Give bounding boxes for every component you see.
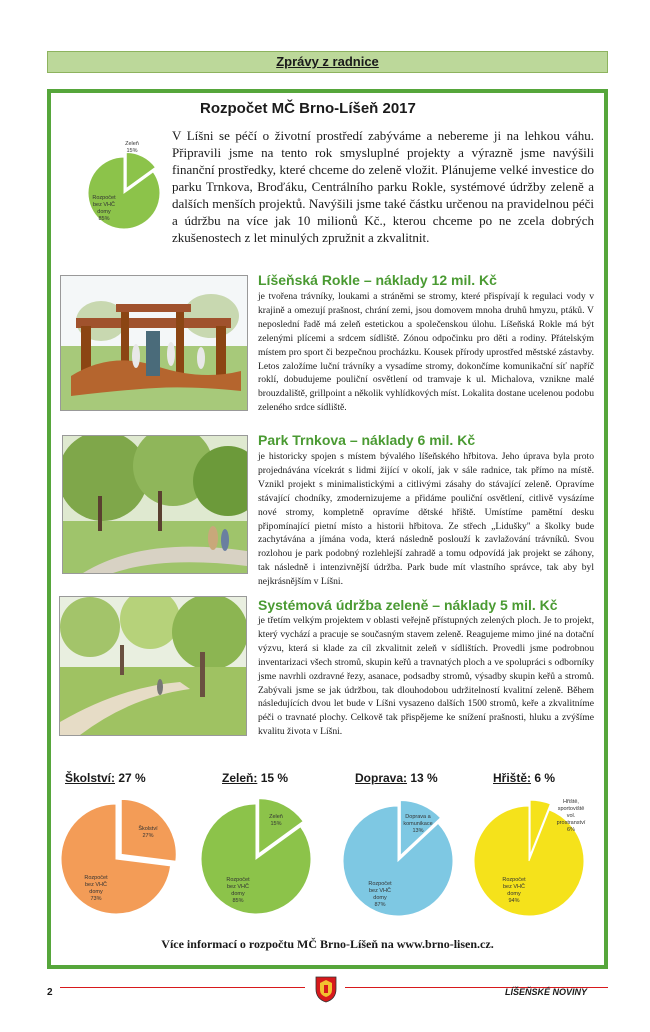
pie-zelen-label xyxy=(222,771,288,785)
pie-doprava-rest-label-1: Rozpočet xyxy=(368,881,392,887)
pie-skolstvi-rest-label-1: Rozpočet xyxy=(84,875,108,881)
pie-skolstvi-slice-label: Školství xyxy=(138,826,158,832)
pie-zelen-slices xyxy=(201,799,311,914)
pie-doprava-slice-pct: 13% xyxy=(412,828,424,834)
pie-hriste-rest-label-1: Rozpočet xyxy=(502,877,526,883)
section-rokle-text: je tvořena trávníky, loukami a stráněmi se stromy, které přispívají k regulaci vody v krajině a omezují prašnost, chrání zemi, jsou domovem mnoha druhů hmyzu, ptáků. V neposlední řadě má zeleň estetickou a společenskou úlohu. Líšeňská Rokle má být zelenými plícemi a srdcem sídliště. Zónou odpočinku pro děti a rodiny. Přátelským místem pro sport či bezpečnou procházku. Kousek přírody uprostřed městské zástavby. Letos založíme luční trávníky a vysadíme stromy, dokončíme komunikační síť napříč roklí, dobudujeme pouliční osvětlení od tramvaje k ul. Michalova, vznikne malé brouzdaliště, grillpoint a několik vyhlídkových míst. Lokalita dostane ucelenou podobu zeleného srdce sídliště. xyxy=(258,291,594,414)
footer-line-left xyxy=(60,987,305,988)
pie-doprava-rest-pct: 87% xyxy=(374,902,386,908)
pie-hriste-slice-label-3: vol. xyxy=(566,813,576,819)
pie-skolstvi-slice-pct: 27% xyxy=(142,833,154,839)
pie-doprava-slices xyxy=(343,800,453,916)
image-udrzba-illustration xyxy=(60,597,246,735)
top-pie-rest-label-1: Rozpočet xyxy=(92,195,116,201)
pie-doprava-slice-rest xyxy=(343,806,453,916)
pie-skolstvi-label xyxy=(65,771,146,785)
pie-doprava-rest-label-3: domy xyxy=(373,895,387,901)
pie-skolstvi-rest-label-2: bez VHČ xyxy=(84,882,108,888)
section-header-title: Zprávy z radnice xyxy=(276,54,379,69)
image-trnkova xyxy=(62,435,248,574)
pie-zelen-slice-label: Zeleň xyxy=(269,814,283,820)
pie-hriste-slice-label-1: Hřiště, xyxy=(563,799,579,805)
section-trnkova-title: Park Trnkova – náklady 6 mil. Kč xyxy=(258,432,476,448)
pie-doprava-label xyxy=(355,771,438,785)
pie-doprava-label-value: 13 % xyxy=(410,771,438,785)
pie-skolstvi-slices xyxy=(61,799,176,914)
pie-hriste-rest-label-2: bez VHČ xyxy=(502,884,526,890)
image-udrzba xyxy=(59,596,247,736)
pie-skolstvi xyxy=(56,793,181,918)
more-info-text: Více informací o rozpočtu MČ Brno-Líšeň na www.brno-lisen.cz. xyxy=(161,937,494,951)
coat-of-arms-icon xyxy=(314,975,338,1003)
section-trnkova-text: je historicky spojen s místem bývalého líšeňského hřbitova. Jeho úprava byla proto projednávána vícekrát s lidmi žijící v okolí, jak v sále radnice, tak přímo na místě. Vznikl projekt s minimalistickými a citlivými zásahy do stávající zeleně. Opravíme stávající chodníky, zmodernizujeme a přidáme pouliční osvětlení, citlivě vysázíme nové stromy, kompletně opravíme dětské hřiště. Umístíme pamětní desku připomínající pietní místo a historii hřbitova. Ze střech „Lidušky" a školky bude zachytávána a jímána voda, která následně poslouží k zavlažování trávníků. Svou rozlohou je park podobný rozlehlejší zahradě a tomu odpovídá jak projekt se záhony, tak následně i intenzivnější údržba. Park bude mít vlastního správce, tak aby byl nejkrásnějším v Líšni. xyxy=(258,451,594,588)
pie-doprava-slice-label-1: Doprava a xyxy=(405,814,431,820)
page-number: 2 xyxy=(47,987,53,998)
pie-hriste-rest-pct: 94% xyxy=(508,898,520,904)
pie-skolstvi-label-value: 27 % xyxy=(118,771,146,785)
pie-zelen-slice-pct: 15% xyxy=(270,821,282,827)
pie-zelen-rest-pct: 85% xyxy=(232,898,244,904)
newspaper-name: LÍŠEŇSKÉ NOVINY xyxy=(505,987,588,997)
pie-skolstvi-rest-pct: 73% xyxy=(90,896,102,902)
pie-hriste-slice-pct: 6% xyxy=(567,827,575,833)
pie-zelen-rest-label-2: bez VHČ xyxy=(226,884,250,890)
pie-hriste-label-value: 6 % xyxy=(534,771,556,785)
pie-doprava-slice-label-2: komunikace xyxy=(403,821,433,827)
pie-hriste-label xyxy=(493,771,555,785)
pie-skolstvi-label-name: Školství: xyxy=(65,771,116,785)
pie-doprava xyxy=(338,793,463,918)
pie-zelen xyxy=(196,793,321,918)
top-pie-rest-pct: 85% xyxy=(98,216,110,222)
top-pie-rest-label-3: domy xyxy=(97,209,111,215)
top-pie-chart xyxy=(82,121,162,239)
section-udrzba-title: Systémová údržba zeleně – náklady 5 mil. Kč xyxy=(258,597,558,613)
pie-zelen-rest-label-3: domy xyxy=(231,891,245,897)
intro-paragraph: V Líšni se péčí o životní prostředí zabýváme a nebereme ji na lehkou váhu. Připravili jsme na tento rok smysluplné projekty a výrazně jsme navýšili finanční prostředky, které chceme do zeleně vložit. Plánujeme velké investice do parku Trnkova, Broďáku, Centrálního parku Rokle, systémové údržby zeleně a dalších menších projektů. Navýšili jsme také částku určenou na pravidelnou péči a údržbu na více jak 10 milionů Kč., kterou chceme po ne zcela dobrých zkušenostech z let minulých zpružnit a zkvalitnit. xyxy=(172,128,594,245)
top-pie-slice-pct: 15% xyxy=(126,148,138,154)
image-trnkova-illustration xyxy=(63,436,247,573)
main-title: Rozpočet MČ Brno-Líšeň 2017 xyxy=(200,100,416,117)
pie-hriste xyxy=(469,793,594,918)
image-rokle-illustration xyxy=(61,276,247,410)
pie-doprava-rest-label-2: bez VHČ xyxy=(368,888,392,894)
pie-hriste-rest-label-3: domy xyxy=(507,891,521,897)
top-pie-slice-label: Zeleň xyxy=(125,141,139,147)
section-header xyxy=(47,51,608,73)
pie-zelen-rest-label-1: Rozpočet xyxy=(226,877,250,883)
section-udrzba-text: je třetím velkým projektem v oblasti veřejně přístupných zelených ploch. Je to projekt, který vychází a pracuje se současným stavem zeleně. Reagujeme mimo jiné na dotační výzvu, která si klade za cíl zkvalitnit zeleň v sídlištích. Provedli jsme podrobnou inventarizaci všech stromů, skupin keřů a travnatých ploch a ve spolupráci s odborníky jsme navrhli ozdravné řezy, asanace, podsadby stromů, výsadby skupin keřů a stromů. Zabývali jsme se jak údržbou, tak dlouhodobou udržitelností kvalitní zeleně. Během následujících dvou let bude v Líšni vysazeno dalších 1500 stromů, keře a zkvalitníme péči o travnaté plochy. Celkově tak přispějeme ke snížení prašnosti, hluku a zvýšíme kvalitu života v Líšni. xyxy=(258,615,594,738)
pie-skolstvi-rest-label-3: domy xyxy=(89,889,103,895)
pie-doprava-label-name: Doprava: xyxy=(355,771,408,785)
image-rokle xyxy=(60,275,248,411)
pie-hriste-label-name: Hřiště: xyxy=(493,771,532,785)
top-pie-rest-label-2: bez VHČ xyxy=(92,202,116,208)
pie-hriste-slice-label-2: sportoviště xyxy=(557,806,585,812)
pie-zelen-label-value: 15 % xyxy=(260,771,289,785)
section-rokle-title: Líšeňská Rokle – náklady 12 mil. Kč xyxy=(258,272,497,288)
pie-hriste-slice-label-4: prostranství xyxy=(556,820,586,826)
pie-zelen-label-name: Zeleň: xyxy=(222,771,258,785)
